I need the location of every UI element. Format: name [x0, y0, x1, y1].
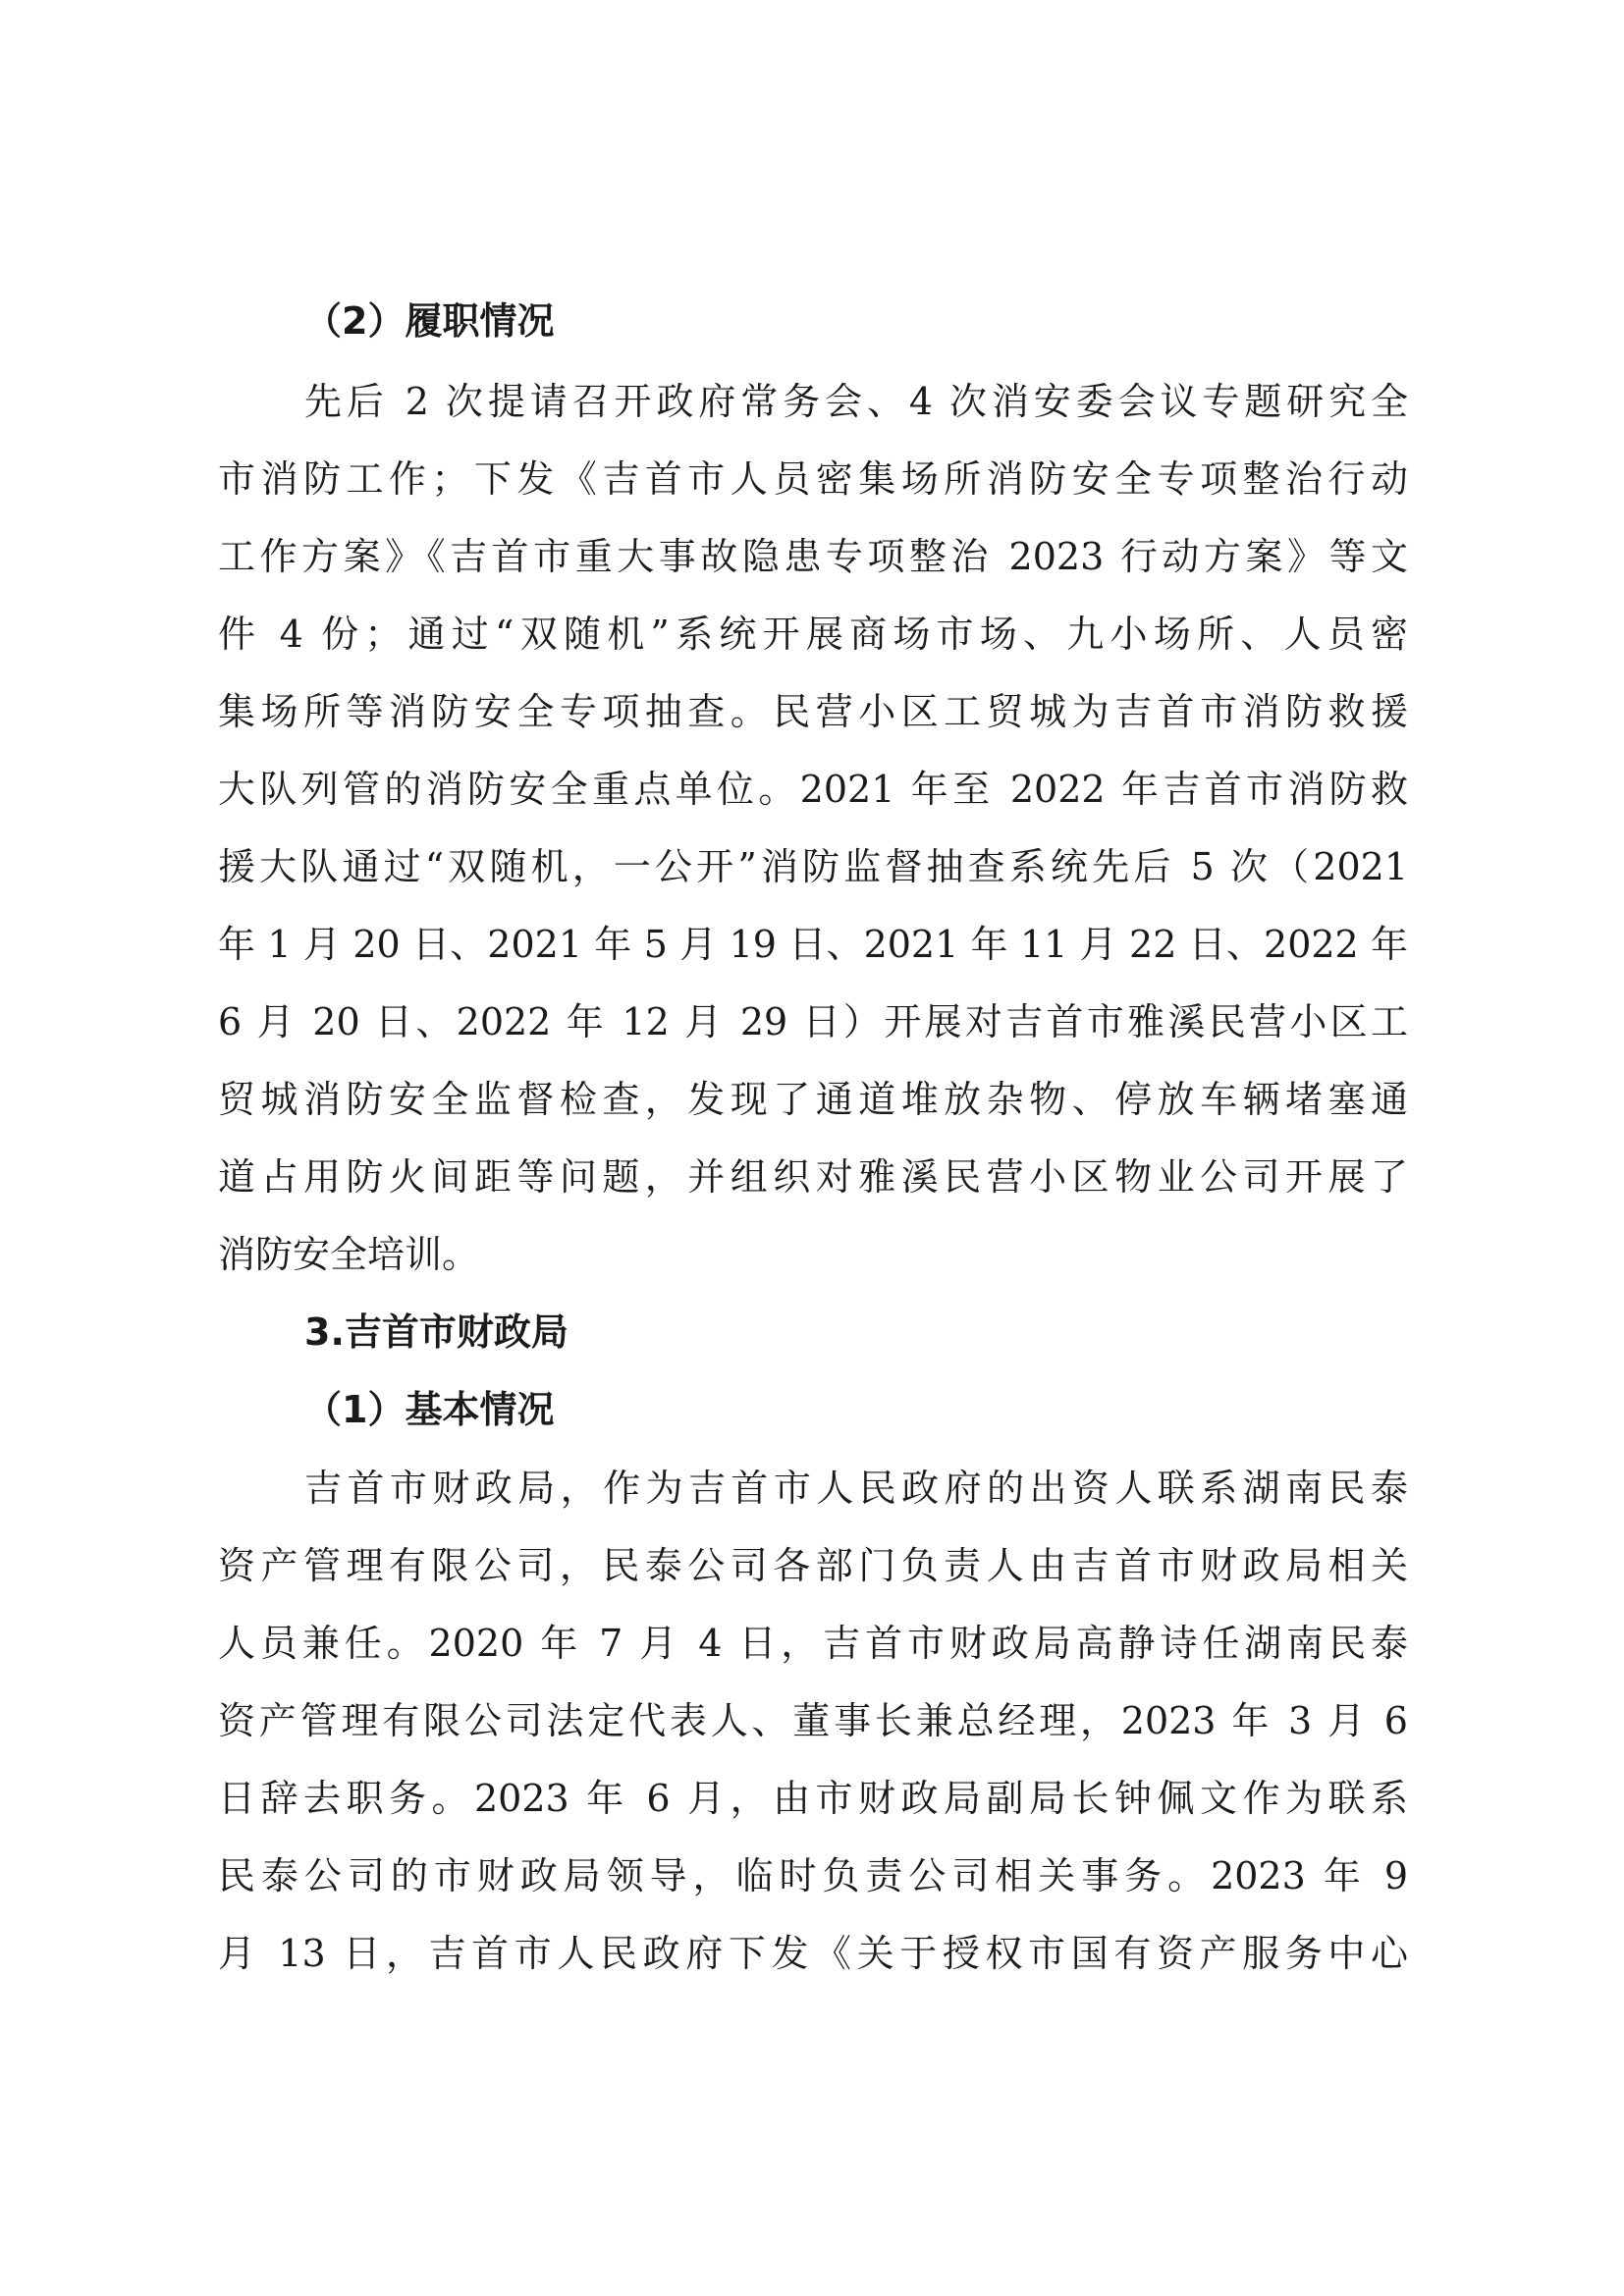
paragraph-line: 件 4 份；通过“双随机”系统开展商场市场、九小场所、人员密	[218, 613, 1408, 656]
paragraph-line: 集场所等消防安全专项抽查。民营小区工贸城为吉首市消防救援	[218, 690, 1408, 733]
paragraph-line: 6 月 20 日、2022 年 12 月 29 日）开展对吉首市雅溪民营小区工	[218, 1000, 1408, 1043]
paragraph-line: 人员兼任。2020 年 7 月 4 日，吉首市财政局高静诗任湖南民泰	[218, 1622, 1408, 1665]
paragraph-line: 援大队通过“双随机，一公开”消防监督抽查系统先后 5 次（2021	[218, 845, 1408, 888]
paragraph-line: 工作方案》《吉首市重大事故隐患专项整治 2023 行动方案》等文	[218, 535, 1408, 578]
paragraph-line: 吉首市财政局，作为吉首市人民政府的出资人联系湖南民泰	[304, 1467, 1408, 1510]
paragraph-line: 资产管理有限公司，民泰公司各部门负责人由吉首市财政局相关	[218, 1544, 1408, 1587]
paragraph-line: 贸城消防安全监督检查，发现了通道堆放杂物、停放车辆堵塞通	[218, 1078, 1408, 1121]
paragraph-line: 月 13 日，吉首市人民政府下发《关于授权市国有资产服务中心	[218, 1932, 1408, 1975]
section-heading-duties: （2）履职情况	[304, 299, 555, 343]
paragraph-line: 先后 2 次提请召开政府常务会、4 次消安委会议专题研究全	[304, 380, 1408, 423]
paragraph-line: 民泰公司的市财政局领导，临时负责公司相关事务。2023 年 9	[218, 1854, 1408, 1897]
section-heading-finance-bureau: 3.吉首市财政局	[304, 1310, 568, 1354]
paragraph-line: 年 1 月 20 日、2021 年 5 月 19 日、2021 年 11 月 22 日、2022 年	[218, 923, 1408, 966]
paragraph-line: 消防安全培训。	[218, 1233, 480, 1276]
paragraph-line: 日辞去职务。2023 年 6 月，由市财政局副局长钟佩文作为联系	[218, 1777, 1408, 1820]
paragraph-line: 市消防工作；下发《吉首市人员密集场所消防安全专项整治行动	[218, 457, 1408, 501]
paragraph-line: 道占用防火间距等问题，并组织对雅溪民营小区物业公司开展了	[218, 1155, 1408, 1199]
paragraph-line: 大队列管的消防安全重点单位。2021 年至 2022 年吉首市消防救	[218, 768, 1408, 811]
section-heading-basic-info: （1）基本情况	[304, 1388, 555, 1431]
paragraph-line: 资产管理有限公司法定代表人、董事长兼总经理，2023 年 3 月 6	[218, 1699, 1408, 1742]
